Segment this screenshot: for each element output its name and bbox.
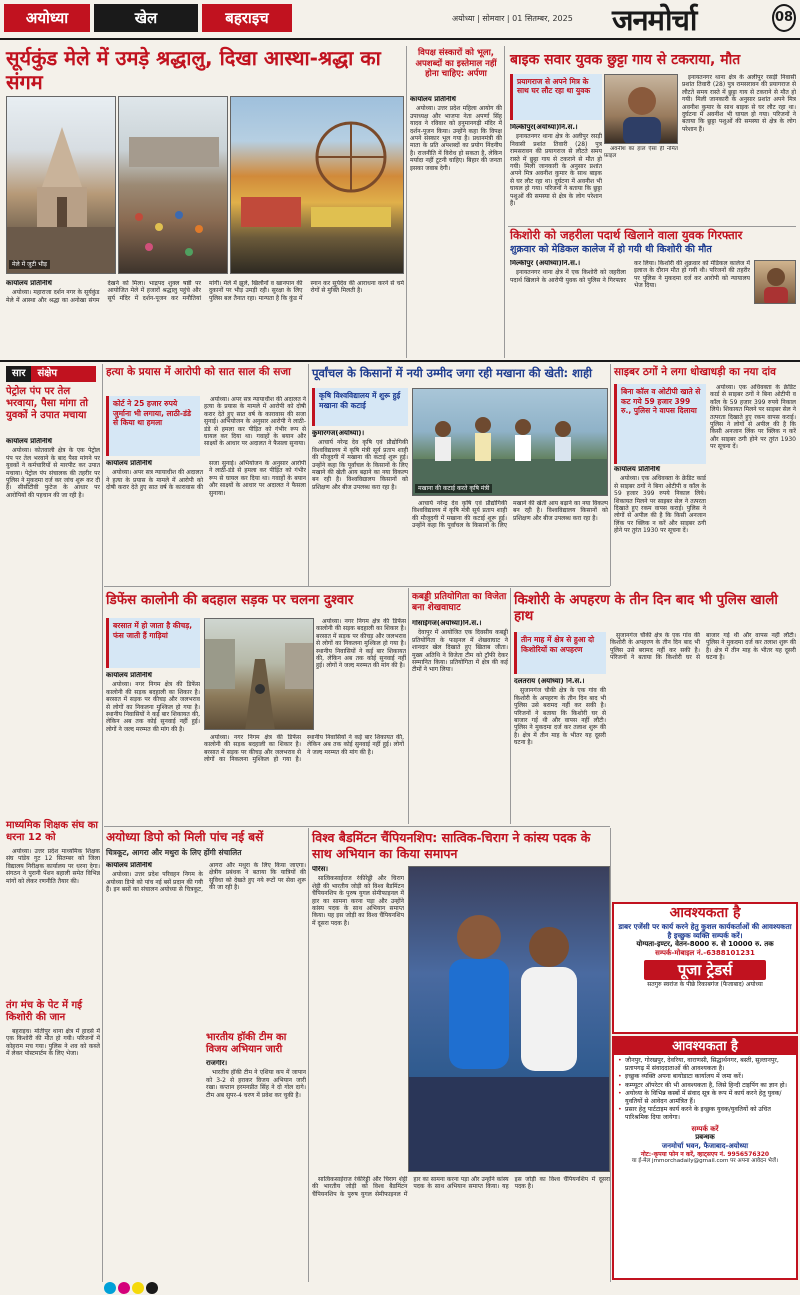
sidebar-item2-body xyxy=(6,848,100,998)
ad-reporters-wanted xyxy=(612,1036,798,1280)
registration-mark-yellow xyxy=(132,1282,144,1294)
muddy-road-illustration xyxy=(205,619,314,730)
story1-headline: सूर्यकुंड मेले में उमड़े श्रद्धालु, दिखा आस्था-श्रद्धा का संगम xyxy=(6,46,381,94)
story8-photo xyxy=(204,618,314,730)
story10-text-continued: सुजानगंज चौकी क्षेत्र के एक गांव की किशोरी के अपहरण के तीन दिन बाद भी पुलिस उसे बरामद नहीं कर सकी है। परिजनों ने बताया कि किशोरी घर से बाजार गई थी और वापस नहीं लौटी। पुलिस ने मुकदमा दर्ज कर तलाश शुरू की है। क्षेत्र में तीन माह के भीतर यह दूसरी घटना है। xyxy=(610,632,796,662)
story2-body xyxy=(410,96,502,358)
story3-byline: मिल्कीपुर(अयोध्या)नि.सं.। xyxy=(510,124,578,131)
story13-headline: विश्व बैडमिंटन चैंपियनशिप: सात्विक-चिराग ने कांस्य पदक के साथ अभियान का किया समापन xyxy=(312,830,591,861)
suspect-portrait-icon xyxy=(755,261,796,304)
story8-kicker: बरसात में हो जाता है कीचड़, फंस जाती हैं गाड़ियां xyxy=(106,618,200,668)
story6-text-continued: आचार्य नरेन्द्र देव कृषि एवं प्रौद्योगिकी विश्वविद्यालय में कृषि मंत्री सूर्य प्रताप शाही की मौजूदगी में मखाना की कटाई शुरू हुई। उन्होंने कहा कि पूर्वांचल के किसानों के लिए मखाने की खेती आय बढ़ाने का नया विकल्प बन रही है। विश्वविद्यालय किसानों को प्रशिक्षण और बीज उपलब्ध करा रहा है। xyxy=(412,500,608,530)
story3-body-col3 xyxy=(682,74,796,224)
ad-dabur-agency xyxy=(612,902,798,1034)
sidebar-item1-text: अयोध्या। कोतवाली क्षेत्र के एक पेट्रोल पंप पर तेल भरवाने के बाद पैसा मांगने पर युवकों ने कर्मचारियों से मारपीट कर उपात मचाया। पेट्रोल पंप संचालक की तहरीर पर पुलिस ने मुकदमा दर्ज कर जांच शुरू कर दी है। सीसीटीवी फुटेज के आधार पर आरोपियों की पहचान की जा रही है। xyxy=(6,447,100,499)
story8-byline: कार्यालय प्रतिनिधि xyxy=(106,672,152,679)
ad2-item: • अयोध्या के विभिन्न कस्बों में संवाद सूत्र के रूप में कार्य करने हेतु युवक/युवतियों से आवेदन आमंत्रित हैं। xyxy=(617,1090,793,1106)
story3-headline: बाइक सवार युवक छुट्टा गाय से टकराया, मौत xyxy=(510,52,741,68)
column-divider xyxy=(504,46,505,358)
story11-headline: अयोध्या डिपो को मिली पांच नई बसें xyxy=(106,830,264,844)
story5-kicker: कोर्ट ने 25 हजार रुपये जुर्माना भी लगाया, लाठी-डंडे से किया था हमला xyxy=(106,396,200,456)
ad2-item: • कम्प्यूटर ऑपरेटर की भी आवश्यकता है, जिसे हिन्दी टाइपिंग का ज्ञान हो। xyxy=(617,1082,793,1090)
story9-text: देवापुर में आयोजित एक दिवसीय कबड्डी प्रतियोगिता के फाइनल में शेखवाघाट ने शानदार खेल दिखाते हुए खिताब जीता। मुख्य अतिथि ने विजेता टीम को ट्रॉफी देकर सम्मानित किया। प्रतियोगिता में क्षेत्र की कई टीमों ने भाग लिया। xyxy=(412,629,508,674)
story13-body-bottom xyxy=(312,1176,610,1282)
story13-photo xyxy=(408,866,610,1172)
story2-text: अयोध्या। उत्तर प्रदेश महिला आयोग की उपाध्यक्ष और भाजपा नेता अपर्णा सिंह यादव ने रविवार को हनुमानगढ़ी मंदिर में दर्शन-पूजन किया। उन्होंने कहा कि विपक्ष अपने संस्कार भूल गया है। प्रधानमंत्री की माता के प्रति अपशब्दों का प्रयोग निंदनीय है। राजनीति में विरोध हो सकता है, लेकिन मर्यादा नहीं टूटनी चाहिए। बिहार की जनता इसका जवाब देगी। xyxy=(410,105,502,172)
person-portrait-icon xyxy=(605,75,678,144)
story6-photo xyxy=(412,388,608,496)
farmers-pond-illustration xyxy=(413,389,608,496)
story1-photo-center xyxy=(118,96,228,274)
story8-body-3 xyxy=(316,618,406,732)
column-divider xyxy=(510,588,511,824)
sidebar-item3-text: बहराइच। मोतीपुर थाना क्षेत्र में हादसे में एक किशोरी की मौत हो गयी। परिजनों में कोहराम मच गया। पुलिस ने शव को कब्जे में लेकर पोस्टमार्टम के लिए भेजा। xyxy=(6,1028,100,1058)
ad2-contact-name: प्रबन्धक xyxy=(695,1133,715,1142)
story1-photo-caption: मेले में जुटी भीड़ xyxy=(9,260,50,270)
story4-byline: मिल्कीपुर (अयोध्या)नि.सं.। xyxy=(510,260,581,267)
story6-body-2 xyxy=(412,500,608,582)
story11-byline: कार्यालय प्रतिनिधि xyxy=(106,862,152,869)
registration-mark-cyan xyxy=(104,1282,116,1294)
story3-photo xyxy=(604,74,678,144)
story7-headline: साइबर ठगों ने लगा धोखाधड़ी का नया दांव xyxy=(614,366,776,378)
story10-text: सुजानगंज चौकी क्षेत्र के एक गांव की किशोरी के अपहरण के तीन दिन बाद भी पुलिस उसे बरामद नहीं कर सकी है। परिजनों ने बताया कि किशोरी घर से बाजार गई थी और वापस नहीं लौटी। पुलिस ने मुकदमा दर्ज कर तलाश शुरू की है। क्षेत्र में तीन माह के भीतर यह दूसरी घटना है। xyxy=(514,687,606,747)
temple-illustration xyxy=(7,97,116,274)
issue-date: अयोध्या | सोमवार | 01 सितम्बर, 2025 xyxy=(452,14,573,23)
story12-body xyxy=(206,1060,306,1282)
story8-body xyxy=(106,672,200,822)
story5-text-continued: अयोध्या। अपर सत्र न्यायाधीश की अदालत ने हत्या के प्रयास के मामले में आरोपी को दोषी करार देते हुए सात वर्ष के कारावास की सजा सुनाई। अभियोजन के अनुसार आरोपी ने लाठी-डंडे से हमला कर पीड़ित को गंभीर रूप से घायल कर दिया था। गवाहों के बयान और साक्ष्यों के आधार पर अदालत ने फैसला सुनाया। xyxy=(204,396,306,448)
story8-body-2 xyxy=(204,734,404,822)
registration-mark-magenta xyxy=(118,1282,130,1294)
story5-body-top xyxy=(204,396,306,458)
column-divider xyxy=(408,588,409,824)
story1-byline: कार्यालय प्रतिनिधि xyxy=(6,280,52,287)
sidebar-tab-sankshep: संक्षेप xyxy=(37,367,58,379)
sidebar-item2-headline: माध्यमिक शिक्षक संघ का धरना 12 को xyxy=(6,820,99,843)
story8-text: अयोध्या। नगर निगम क्षेत्र की डिफेंस कालोनी की सड़क बदहाली का शिकार है। बरसात में सड़क पर कीचड़ और जलभराव से लोगों का निकलना मुश्किल हो गया है। स्थानीय निवासियों ने कई बार शिकायत की, लेकिन अब तक कोई सुनवाई नहीं हुई। लोगों ने जल्द मरम्मत की मांग की है। xyxy=(106,681,200,733)
story3-photo-caption: अवनीश का हाल ऐसा ही नमित फ़ाइल xyxy=(604,146,678,160)
sidebar-item1-body xyxy=(6,438,100,818)
story10-byline: दलतराय (अयोध्या) नि.सं.। xyxy=(514,678,585,685)
column-divider xyxy=(308,828,309,1282)
story2-headline: विपक्ष संस्कारों को भूला, अपशब्दों का इस्तेमाल नहीं होना चाहिए: अर्पणा xyxy=(415,48,497,79)
story3-body-cont xyxy=(604,146,678,224)
story11-text: अयोध्या। उत्तर प्रदेश परिवहन निगम के अयोध्या डिपो को पांच नई बसें प्रदान की गयी हैं। इन बसों का संचालन अयोध्या से चित्रकूट, आगरा और मथुरा के लिए किया जाएगा। क्षेत्रीय प्रबंधक ने बताया कि यात्रियों की सुविधा को देखते हुए नये रूटों पर सेवा शुरू की जा रही है। xyxy=(106,862,306,894)
story12-headline: भारतीय हॉकी टीम का विजय अभियान जारी xyxy=(206,1032,306,1056)
ad2-item: • प्रसार हेतु पार्टटाइम कार्य करने के इच्छुक युवक/युवतियों को उचित पारिश्रमिक दिया जायेगा। xyxy=(617,1106,793,1122)
section-tab-khel[interactable]: खेल xyxy=(94,4,198,32)
ad2-contact-head: सम्पर्क करें xyxy=(691,1124,719,1133)
column-divider xyxy=(610,364,611,586)
story8-text-extra: अयोध्या। नगर निगम क्षेत्र की डिफेंस कालोनी की सड़क बदहाली का शिकार है। बरसात में सड़क पर कीचड़ और जलभराव से लोगों का निकलना मुश्किल हो गया है। स्थानीय निवासियों ने कई बार शिकायत की, लेकिन अब तक कोई सुनवाई नहीं हुई। लोगों ने जल्द मरम्मत की मांग की है। xyxy=(316,618,406,670)
ad2-contact-org: जनमोर्चा भवन, फैजाबाद-अयोध्या xyxy=(661,1142,749,1151)
registration-mark-black xyxy=(146,1282,158,1294)
story12-byline: राजगीर। xyxy=(206,1060,228,1067)
section-rule xyxy=(0,360,800,362)
story3-kicker: प्रयागराज से अपने मित्र के साथ घर लौट रहा था युवक xyxy=(510,74,602,120)
story6-kicker: कृषि विश्वविद्यालय में शुरू हुई मखाना की कटाई xyxy=(312,388,408,426)
story5-headline: हत्या के प्रयास में आरोपी को सात साल की सजा xyxy=(106,366,291,378)
sidebar-item1-headline: पेट्रोल पंप पर तेल भरवाया, पैसा मांगा तो युवकों ने उपात मचाया xyxy=(6,386,89,421)
story3-text-continued: इनायतनगर थाना क्षेत्र के अलीपुर रसड़ी निवासी प्रशांत तिवारी (28) पुत्र रामसरावन की प्रयागराज से लौटते समय रास्ते में छुट्टा गाय से टकराने से मौत हो गयी। मिली जानकारी के अनुसार प्रशांत अपने मित्र अवनीश कुमार के साथ बाइक से घर लौट रहा था। दुर्घटना में अवनीश भी घायल हो गया। परिजनों ने बताया कि छुट्टा पशुओं की समस्या से क्षेत्र के लोग परेशान हैं। xyxy=(682,74,796,133)
sidebar-header xyxy=(6,366,96,382)
masthead-rule xyxy=(0,38,800,40)
story4-headline: किशोरी को जहरीला पदार्थ खिलाने वाला युवक गिरफ्तार xyxy=(510,228,743,242)
story6-headline: पूर्वांचल के किसानों में नयी उम्मीद जगा रही मखाना की खेती: शाही xyxy=(312,366,593,380)
story7-text-continued: अयोध्या। एक अधिवक्ता के क्रेडिट कार्ड से साइबर ठगों ने बिना ओटीपी व कॉल के 59 हजार 399 रुपये निकाल लिये। शिकायत मिलने पर साइबर सेल ने तत्परता दिखाते हुए रकम वापस कराई। पुलिस ने लोगों से अपील की है कि किसी अनजान लिंक पर क्लिक न करें और साइबर ठगी होने पर तुरंत 1930 पर सूचना दें। xyxy=(710,384,796,451)
ad2-item: • जौनपुर, गोरखपुर, देवरिया, वाराणसी, सिद्धार्थनगर, बस्ती, सुल्तानपुर, प्रतापगढ़ में संवाददाताओं की आवश्यकता है। xyxy=(617,1057,793,1073)
ad2-title: आवश्यकता है xyxy=(614,1038,796,1055)
sidebar-item3-headline: तंग मंच के पेट में गई किशोरी की जान xyxy=(6,1000,82,1023)
story11-subhead: चित्रकूट, आगरा और मथुरा के लिए होंगी संचालित xyxy=(106,848,242,857)
ad1-line1: डाबर एजेंसी पर कार्य करने हेतु कुशल कार्यकर्ताओं की आवश्यकता है इच्छुक व्यक्ति सम्पर्क करें। xyxy=(618,922,792,940)
ad1-title: आवश्यकता है xyxy=(614,904,796,922)
story8-headline: डिफेंस कालोनी की बदहाल सड़क पर चलना दुश्वार xyxy=(106,592,354,608)
story9-byline: गोसाईंगंज(अयोध्या)नि.सं.। xyxy=(412,620,482,627)
section-rule xyxy=(104,586,610,587)
sidebar-item3-body xyxy=(6,1028,100,1280)
story7-byline: कार्यालय प्रतिनिधि xyxy=(614,466,660,473)
badminton-players-illustration xyxy=(409,867,610,1172)
story7-kicker: बिना कॉल व ओटीपी खाते से कट गये 59 हजार 399 रु., पुलिस ने वापस दिलाया xyxy=(614,384,706,464)
story5-byline: कार्यालय प्रतिनिधि xyxy=(106,460,152,467)
story13-byline: पेरिस। xyxy=(312,866,329,873)
story8-text-continued: अयोध्या। नगर निगम क्षेत्र की डिफेंस कालोनी की सड़क बदहाली का शिकार है। बरसात में सड़क पर कीचड़ और जलभराव से लोगों का निकलना मुश्किल हो गया है। स्थानीय निवासियों ने कई बार शिकायत की, लेकिन अब तक कोई सुनवाई नहीं हुई। लोगों ने जल्द मरम्मत की मांग की है। xyxy=(204,734,404,764)
story5-text: अयोध्या। अपर सत्र न्यायाधीश की अदालत ने हत्या के प्रयास के मामले में आरोपी को दोषी करार देते हुए सात वर्ष के कारावास की सजा सुनाई। अभियोजन के अनुसार आरोपी ने लाठी-डंडे से हमला कर पीड़ित को गंभीर रूप से घायल कर दिया था। गवाहों के बयान और साक्ष्यों के आधार पर अदालत ने फैसला सुनाया। xyxy=(106,460,306,497)
section-tab-bahraich[interactable]: बहराइच xyxy=(202,4,292,32)
story4-body xyxy=(510,260,750,358)
story12-text: भारतीय हॉकी टीम ने एशिया कप में जापान को 3-2 से हराकर विजय अभियान जारी रखा। कप्तान हरमनप्रीत सिंह ने दो गोल दागे। टीम अब सुपर-4 चरण में प्रवेश कर चुकी है। xyxy=(206,1069,306,1099)
page-number: 08 xyxy=(772,4,796,32)
section-rule xyxy=(104,826,610,827)
ad1-line3: सम्पर्क-मोबाइल नं.-6388101231 xyxy=(655,949,755,957)
fair-swings-illustration xyxy=(231,97,404,274)
story6-text: आचार्य नरेन्द्र देव कृषि एवं प्रौद्योगिकी विश्वविद्यालय में कृषि मंत्री सूर्य प्रताप शाही की मौजूदगी में मखाना की कटाई शुरू हुई। उन्होंने कहा कि पूर्वांचल के किसानों के लिए मखाने की खेती आय बढ़ाने का नया विकल्प बन रही है। विश्वविद्यालय किसानों को प्रशिक्षण और बीज उपलब्ध करा रहा है। xyxy=(312,439,408,491)
sidebar-tab-saar: सार xyxy=(6,366,31,382)
sidebar-item2-text: अयोध्या। उत्तर प्रदेश माध्यमिक शिक्षक संघ पांडेय गुट 12 सितम्बर को जिला विद्यालय निरीक्षक कार्यालय पर धरना देगा। संगठन ने पुरानी पेंशन बहाली समेत विभिन्न मांगों को लेकर रणनीति तैयार की। xyxy=(6,848,100,885)
section-rule xyxy=(508,226,796,227)
ad2-list xyxy=(614,1055,796,1125)
story3-body xyxy=(510,124,602,224)
ad1-address: सतगुरु स्वरांज के पीछे रिकाबगंज (फैजाबाद) अयोध्या xyxy=(647,981,763,988)
story1-text: अयोध्या। महाराजा दर्शन नगर के सूर्यकुंड मेले में आस्था और श्रद्धा का अनोखा संगम देखने को मिला। भाद्रपद शुक्ल षष्ठी पर आयोजित मेले में हजारों श्रद्धालु पहुंचे और सूर्य मंदिर में दर्शन-पूजन कर मनौतियां मांगी। मेले में झूले, खिलौनों व खानपान की दुकानों पर भीड़ उमड़ी रही। सुरक्षा के लिए पुलिस बल तैनात रहा। मान्यता है कि कुंड में स्नान कर सूर्यदेव की आराधना करने से चर्म रोगों से मुक्ति मिलती है। xyxy=(6,280,404,304)
story9-headline: कबड्डी प्रतियोगिता का विजेता बना शेखवाघाट xyxy=(412,592,507,613)
newspaper-logo: जनमोर्चा xyxy=(612,3,697,37)
masthead xyxy=(0,0,800,40)
story13-body xyxy=(312,866,404,1106)
sidebar-item1-byline: कार्यालय प्रतिनिधि xyxy=(6,438,52,445)
story13-text: सात्विकसाईराज रंकीरेड्डी और चिराग शेट्टी की भारतीय जोड़ी को विश्व बैडमिंटन चैंपियनशिप के पुरुष युगल सेमीफाइनल में हार का सामना करना पड़ा और उन्होंने कांस्य पदक के साथ अभियान समाप्त किया। यह इस जोड़ी का विश्व चैंपियनशिप में दूसरा पदक है। xyxy=(312,875,404,927)
story10-body xyxy=(514,678,606,898)
crowd-illustration xyxy=(119,97,228,274)
story7-text: अयोध्या। एक अधिवक्ता के क्रेडिट कार्ड से साइबर ठगों ने बिना ओटीपी व कॉल के 59 हजार 399 रुपये निकाल लिये। शिकायत मिलने पर साइबर सेल ने तत्परता दिखाते हुए रकम वापस कराई। पुलिस ने लोगों से अपील की है कि किसी अनजान लिंक पर क्लिक न करें और साइबर ठगी होने पर तुरंत 1930 पर सूचना दें। xyxy=(614,475,706,535)
ad2-contact-email: या ई-मेल jmmorchadaily@gmail.com पर अपना आवेदन भेजें। xyxy=(631,1158,779,1165)
ad1-brand: पूजा ट्रेडर्स xyxy=(644,960,766,980)
story13-text-continued: सात्विकसाईराज रंकीरेड्डी और चिराग शेट्टी की भारतीय जोड़ी को विश्व बैडमिंटन चैंपियनशिप के पुरुष युगल सेमीफाइनल में हार का सामना करना पड़ा और उन्होंने कांस्य पदक के साथ अभियान समाप्त किया। यह इस जोड़ी का विश्व चैंपियनशिप में दूसरा पदक है। xyxy=(312,1176,610,1198)
story4-subhead: शुक्रवार को मेडिकल कालेज में हो गयी थी किशोरी की मौत xyxy=(510,244,712,255)
column-divider xyxy=(102,364,103,1282)
story1-body xyxy=(6,280,404,358)
story6-photo-caption: मखाना की कटाई करते कृषि मंत्री xyxy=(415,484,492,494)
story9-body xyxy=(412,620,508,822)
story10-headline: किशोरी के अपहरण के तीन दिन बाद भी पुलिस खाली हाथ xyxy=(514,592,778,624)
ad2-item: • इच्छुक व्यक्ति अपना बायोडाटा कार्यालय में जमा करें। xyxy=(617,1073,793,1081)
story3-text: इनायतनगर थाना क्षेत्र के अलीपुर रसड़ी निवासी प्रशांत तिवारी (28) पुत्र रामसरावन की प्रयागराज से लौटते समय रास्ते में छुट्टा गाय से टकराने से मौत हो गयी। मिली जानकारी के अनुसार प्रशांत अपने मित्र अवनीश कुमार के साथ बाइक से घर लौट रहा था। दुर्घटना में अवनीश भी घायल हो गया। परिजनों ने बताया कि छुट्टा पशुओं की समस्या से क्षेत्र के लोग परेशान हैं। xyxy=(510,133,602,208)
section-tab-ayodhya[interactable]: अयोध्या xyxy=(4,4,90,32)
story10-kicker: तीन माह में क्षेत्र से हुआ दो किशोरियों का अपहरण xyxy=(514,632,606,674)
story1-photo-right xyxy=(230,96,404,274)
ad2-contact-note: नोट:-कृपया फोन न करें, व्हाट्सएप नं. 9956576320 xyxy=(640,1150,770,1158)
story4-photo xyxy=(754,260,796,304)
story4-text: इनायतनगर थाना क्षेत्र में एक किशोरी को जहरीला पदार्थ खिलाने के आरोपी युवक को पुलिस ने गिरफ्तार कर लिया। किशोरी की शुक्रवार को मेडिकल कालेज में इलाज के दौरान मौत हो गयी थी। परिजनों की तहरीर पर पुलिस ने मुकदमा दर्ज कर आरोपी को न्यायालय भेज दिया। xyxy=(510,260,750,290)
story1-photo-left xyxy=(6,96,116,274)
column-divider xyxy=(308,364,309,586)
ad1-line2: योग्यता-इण्टर, वेतन-8000 रु. से 10000 रु. तक xyxy=(636,940,774,948)
column-divider xyxy=(610,828,611,1282)
story5-body xyxy=(106,460,306,582)
story10-body-2 xyxy=(610,632,796,900)
story6-body xyxy=(312,430,408,582)
story2-byline: कार्यालय प्रतिनिधि xyxy=(410,96,456,103)
story6-byline: कुमारगंज(अयोध्या)। xyxy=(312,430,365,437)
column-divider xyxy=(406,46,407,358)
